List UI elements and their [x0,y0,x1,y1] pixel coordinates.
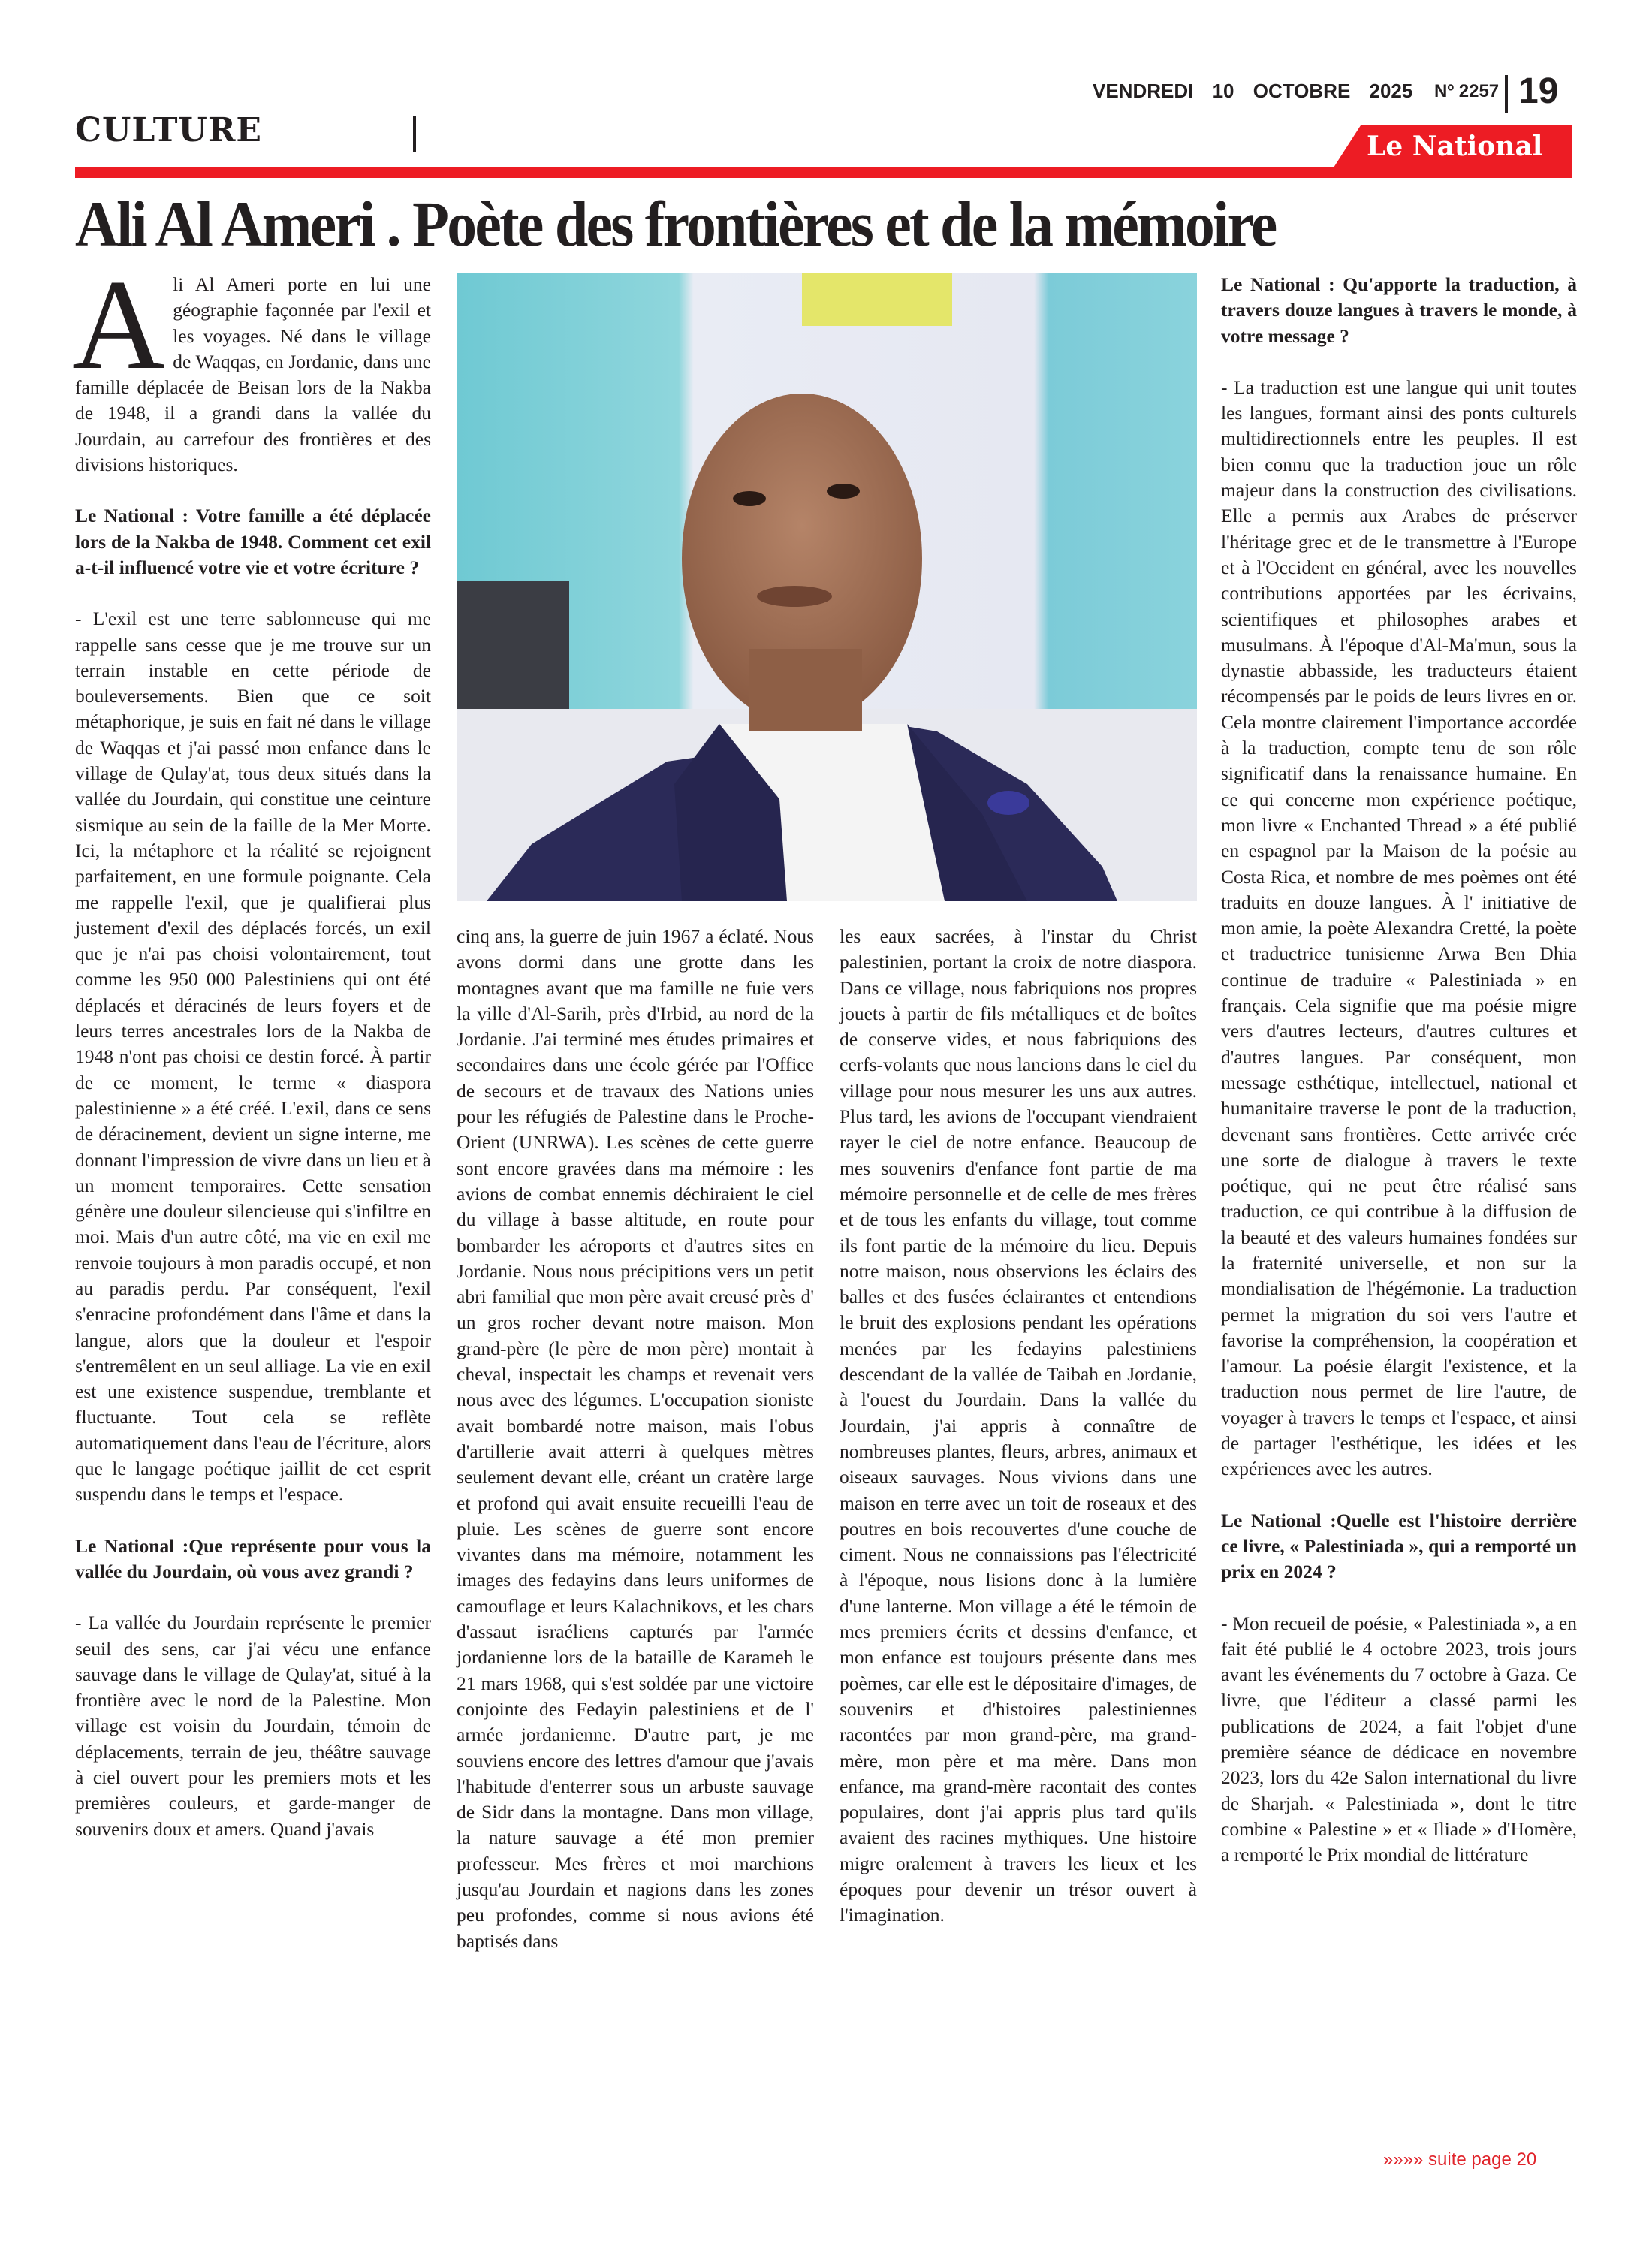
interview-question: Le National : Qu'apporte la traduction, à travers douze langues à travers le monde, à votre message ? [1221,273,1577,347]
date-year: 2025 [1369,80,1413,102]
article-column-4 [1221,272,1577,1868]
interview-question: Le National :Quelle est l'histoire derrière ce livre, « Palestiniada », qui a remporté un prix en 2024 ? [1221,1509,1577,1583]
date-day: 10 [1212,80,1234,102]
intro-paragraph: Ali Al Ameri porte en lui une géographie façonnée par l'exil et les voyages. Né dans le village de Waqqas, en Jordanie, dans une famille déplacée de Beisan lors de la Nakba de 1948, il a grandi dans la vallée du Jourdain, au carrefour des frontières et des divisions historiques. [72,254,431,476]
portrait-image [457,273,1197,901]
interview-answer: - Mon recueil de poésie, « Palestiniada », a en fait été publié le 4 octobre 2023, trois jours avant les événements du 7 octobre à Gaza. Ce livre, que l'éditeur a classé parmi les publications de 2024, a fait l'objet d'une première séance de dédicace en novembre 2023, lors du 42e Salon international du livre de Sharjah. « Palestiniada », dont le titre combine « Palestine » et « Iliade » d'Homère, a remporté le Prix mondial de littérature [1221,1612,1577,1866]
article-headline: Ali Al Ameri . Poète des frontières et de la mémoire [75,188,1276,260]
interview-answer-continued: cinq ans, la guerre de juin 1967 a éclaté. Nous avons dormi dans une grotte dans les montagnes avant que ma famille ne fuie vers la ville d'Al-Sarih, près d'Irbid, au nord de la Jordanie. J'ai terminé mes études primaires et secondaires dans une école gérée par l'Office de secours et de travaux des Nations unies pour les réfugiés de Palestine dans le Proche-Orient (UNRWA). Les scènes de cette guerre sont encore gravées dans ma mémoire : les avions de combat ennemis déchiraient le ciel du village à basse altitude, en route pour bombarder les aéroports et d'autres sites en Jordanie. Nous nous précipitions vers un petit abri familial que mon père avait creusé près d' un gros rocher devant notre maison. Mon grand-père (le père de mon père) montait à cheval, inspectait les champs et revenait vers nous avec des légumes. L'occupation sioniste avait bombardé notre maison, mais l'obus d'artillerie avait atterri à quelques mètres seulement devant elle, créant un cratère large et profond qui avait ensuite recueilli l'eau de pluie. Les scènes de guerre sont encore vivantes dans ma mémoire, notamment les images des fedayins dans leurs uniformes de camouflage et leurs Kalachnikovs, et les chars d'assaut israéliens capturés par l'armée jordanienne lors de la bataille de Karameh le 21 mars 1968, qui s'est soldée par une victoire conjointe des Fedayin palestiniens et de l' armée jordanienne. D'autre part, je me souviens encore des lettres d'amour que j'avais l'habitude d'enterrer sous un arbuste sauvage de Sidr dans la montagne. Dans mon village, la nature sauvage a été mon premier professeur. Mes frères et moi marchions jusqu'au Jourdain et nagions dans les zones peu profondes, comme si nous avions été baptisés dans [457,925,814,1952]
header-red-rule [75,167,1497,178]
page-number: 19 [1518,71,1559,111]
date-month: OCTOBRE [1253,80,1351,102]
date-day-name: VENDREDI [1093,80,1194,102]
brand-name: Le National [1367,131,1543,162]
issue-number: Nº 2257 [1434,81,1500,101]
continued-on-page-link[interactable]: »»»» suite page 20 [1383,2149,1537,2170]
portrait-photo [457,273,1197,901]
section-label: CULTURE [75,111,262,149]
article-column-3 [840,924,1197,1929]
interview-answer: - La vallée du Jourdain représente le premier seuil des sens, car j'ai vécu une enfance sauvage dans le village de Qulay'at, situé à la frontière avec le nord de la Palestine. Mon village est voisin du Jourdain, témoin de déplacements, terrain de jeu, théâtre sauvage à ciel ouvert pour les premiers mots et les premières couleurs, et garde-manger de souvenirs doux et amers. Quand j'avais [75,1612,431,1840]
page-number-divider [1505,75,1508,113]
interview-answer: - L'exil est une terre sablonneuse qui me rappelle sans cesse que je me trouve sur un terrain instable en cette période de bouleversements. Bien que ce soit métaphorique, je suis en fait né dans le village de Waqqas et j'ai passé mon enfance dans le village de Qulay'at, tous deux situés dans la vallée du Jourdain, qui constitue une ceinture sismique au sein de la faille de la Mer Morte. Ici, la métaphore et la réalité se rejoignent parfaitement, en une formule poignante. Cela me rappelle l'exil, que je qualifierai plus justement d'exil des déplacés forcés, un exil que je n'ai pas choisi volontairement, tout comme les 950 000 Palestiniens qui ont été déplacés et déracinés de leurs foyers et de leurs terres ancestrales lors de la Nakba de 1948 n'ont pas choisi ce destin forcé. À partir de ce moment, le terme « diaspora palestinienne » a été créé. L'exil, dans ce sens de déracinement, devient un signe interne, me donnant l'impression de vivre dans un lieu et à un moment temporaires. Cette sensation génère une douleur silencieuse qui s'infiltre en moi. Mais d'un autre côté, ma vie en exil me renvoie toujours à mon paradis occupé, et non au paradis perdu. Par conséquent, l'exil s'enracine profondément dans l'âme et dans la langue, alors que la douleur et l'espoir s'entremêlent en un seul alliage. La vie en exil est une existence suspendue, tremblante et fluctuante. Tout cela se reflète automatiquement dans l'eau de l'écriture, alors que le langage poétique jaillit de cet esprit suspendu dans le temps et l'espace. [75,608,431,1506]
drop-cap: A [72,254,166,397]
dateline [1093,80,1426,103]
article-column-2 [457,924,814,1954]
interview-question: Le National :Que représente pour vous la vallée du Jourdain, où vous avez grandi ? [75,1534,431,1582]
interview-question: Le National : Votre famille a été déplacée lors de la Nakba de 1948. Comment cet exil a-t-il influencé votre vie et votre écriture ? [75,505,431,578]
section-divider [413,116,416,152]
article-column-1 [72,254,431,1842]
interview-answer-continued: les eaux sacrées, à l'instar du Christ palestinien, portant la croix de notre diaspora. Dans ce village, nous fabriquions nos propres jouets à partir de fils métalliques et de boîtes de conserve vides, et nous fabriquions des cerfs-volants que nous lancions dans le ciel du village pour nous mesurer les uns aux autres. Plus tard, les avions de l'occupant viendraient rayer le ciel de notre enfance. Beaucoup de mes souvenirs d'enfance font partie de ma mémoire personnelle et de celle de mes frères et de tous les enfants du village, tout comme ils font partie de la mémoire du lieu. Depuis notre maison, nous observions les éclairs des balles et des fusées éclairantes et entendions le bruit des explosions pendant les opérations menées par les fedayins palestiniens descendant de la vallée de Taibah en Jordanie, à l'ouest du Jourdain. Dans la vallée du Jourdain, j'ai appris à connaître de nombreuses plantes, fleurs, arbres, animaux et oiseaux sauvages. Nous vivions dans une maison en terre avec un toit de roseaux et des poutres en bois recouvertes d'une couche de ciment. Nous ne connaissions pas l'électricité à l'époque, nous lisions donc à la lumière d'une lanterne. Mon village a été le témoin de mes premiers écrits et dessins d'enfance, et mon enfance est toujours présente dans mes poèmes, car elle est le dépositaire d'images, de souvenirs et d'histoires palestiniennes racontées par mon grand-père, ma grand-mère, mon père et ma mère. Dans mon enfance, ma grand-mère racontait des contes populaires, dont j'ai appris plus tard qu'ils avaient des racines mythiques. Une histoire migre oralement à travers les lieux et les époques pour devenir un trésor ouvert à l'imagination. [840,925,1197,1926]
interview-answer: - La traduction est une langue qui unit toutes les langues, formant ainsi des ponts culturels multidirectionnels entre les peuples. Il est bien connu que la traduction joue un rôle majeur dans la construction des civilisations. Elle a permis aux Arabes de préserver l'héritage grec et de le transmettre à l'Europe et à l'Occident en général, avec les nouvelles contributions apportées par les écrivains, scientifiques et philosophes arabes et musulmans. À l'époque d'Al-Ma'mun, sous la dynastie abbasside, les traducteurs étaient récompensés par le poids de leurs livres en or. Cela montre clairement l'importance accordée à la traduction, compte tenu de son rôle significatif dans la renaissance humaine. En ce qui concerne mon expérience poétique, mon livre « Enchanted Thread » a été publié en espagnol par la Maison de la poésie au Costa Rica, et nombre de mes poèmes ont été traduits en douze langues. À l' initiative de mon amie, la poète Alexandra Cretté, la poète et traductrice tunisienne Arwa Ben Dhia continue de traduire « Palestiniada » en français. Cela signifie que ma poésie migre vers d'autres lecteurs, d'autres cultures et d'autres langues. Par conséquent, mon message esthétique, intellectuel, national et humanitaire traverse le pont de la traduction, devenant sans frontières. Cette arrivée crée une sorte de dialogue à travers le texte poétique, qui ne peut être réalisé sans traduction, ce qui contribue à la diffusion de la beauté et des valeurs humaines fondées sur la fraternité universelle, et non sur la mondialisation de l'hégémonie. La traduction permet la migration du soi vers l'autre et favorise la compréhension, la coopération et l'amour. La poésie élargit l'existence, et la traduction nous permet de lire l'autre, de voyager à travers le temps et l'espace, et ainsi de partager l'esthétique, les idées et les expériences avec les autres. [1221,376,1577,1480]
